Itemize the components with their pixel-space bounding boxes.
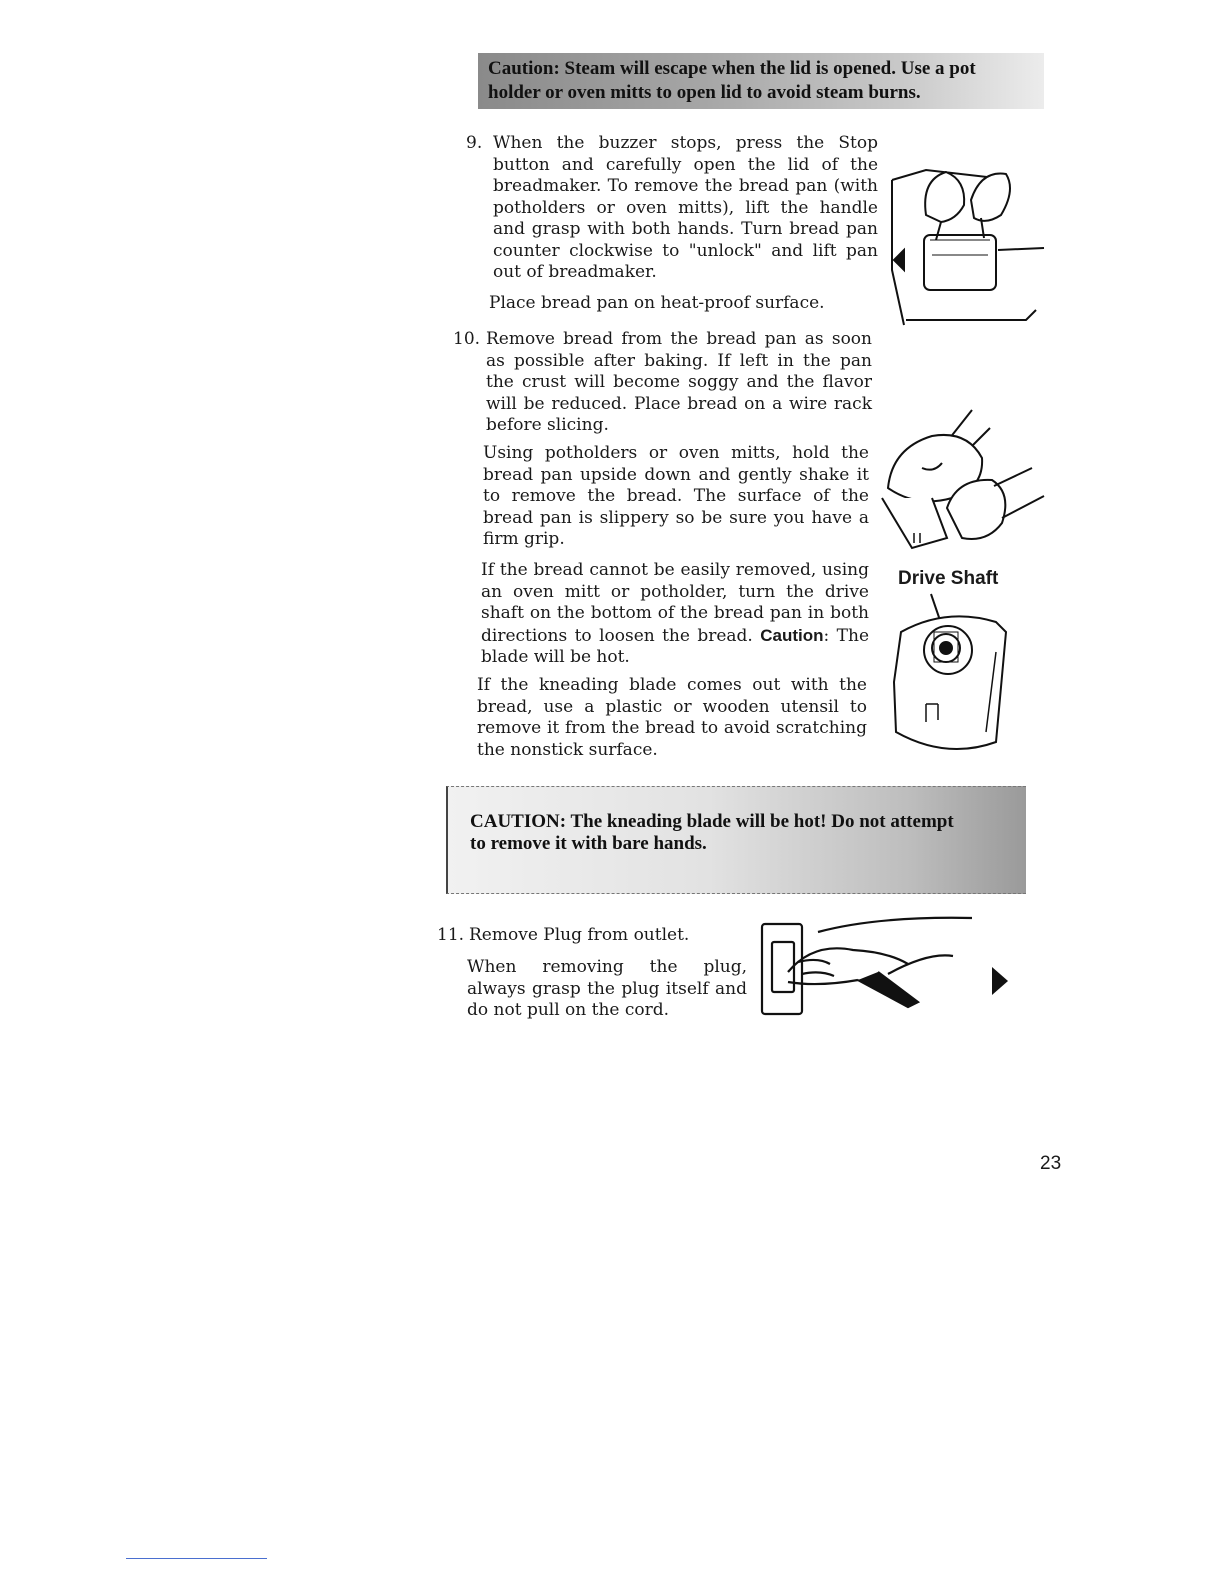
drive-shaft-label: Drive Shaft [898, 568, 999, 589]
unplug-illustration [758, 912, 976, 1020]
bread-pan-removal-illustration [886, 160, 1046, 330]
step10-text3b: : The blade will be hot. [481, 625, 870, 667]
caution-banner-top [478, 53, 1044, 109]
footer-rule [126, 1558, 267, 1559]
step9-text: When the buzzer stops, press the Stop button and carefully open the lid of the breadmaker. To remove the bread pan (with potholders or oven mitts), lift the handle and grasp with both hands. Turn bread pan counter clockwise to "unlock" and lift pan out of breadmaker. [493, 133, 878, 282]
caution-top-line2: holder or oven mitts to open lid to avoid steam burns. [488, 82, 921, 103]
caution-banner-kneading [446, 786, 1026, 894]
continue-arrow-icon [988, 965, 1010, 997]
step10-text3 [481, 560, 869, 669]
step9-number: 9. [466, 133, 483, 153]
step10-number: 10. [453, 329, 481, 349]
caution-mid-line2: to remove it with bare hands. [470, 833, 707, 854]
step10-text4: If the kneading blade comes out with the bread, use a plastic or wooden utensil to remove it from the bread to avoid scratching the nonstick surface. [477, 675, 867, 760]
step9-text2: Place bread pan on heat-proof surface. [489, 293, 825, 313]
drive-shaft-illustration [886, 592, 1011, 760]
caution-mid-line1: CAUTION: The kneading blade will be hot! Do not attempt [470, 811, 954, 832]
step10-caution-word: Caution [760, 625, 824, 645]
step11-number: 11. [437, 925, 465, 945]
page-number: 23 [1040, 1153, 1062, 1174]
step11-text2: When removing the plug, always grasp the plug itself and do not pull on the cord. [467, 957, 747, 1020]
caution-top-line1: Caution: Steam will escape when the lid is opened. Use a pot [488, 58, 976, 79]
step10-text: Remove bread from the bread pan as soon as possible after baking. If left in the pan the crust will become soggy and the flavor will be reduced. Place bread on a wire rack before slicing. [486, 329, 872, 435]
step10-text2: Using potholders or oven mitts, hold the bread pan upside down and gently shake it to remove the bread. The surface of the bread pan is slippery so be sure you have a firm grip. [483, 443, 869, 549]
step11-text: Remove Plug from outlet. [469, 925, 690, 945]
shake-pan-illustration [872, 408, 1048, 554]
step10-text3a: If the bread cannot be easily removed, using an oven mitt or potholder, turn the drive shaft on the bottom of the bread pan in both directions to loosen the bread. [481, 560, 869, 646]
